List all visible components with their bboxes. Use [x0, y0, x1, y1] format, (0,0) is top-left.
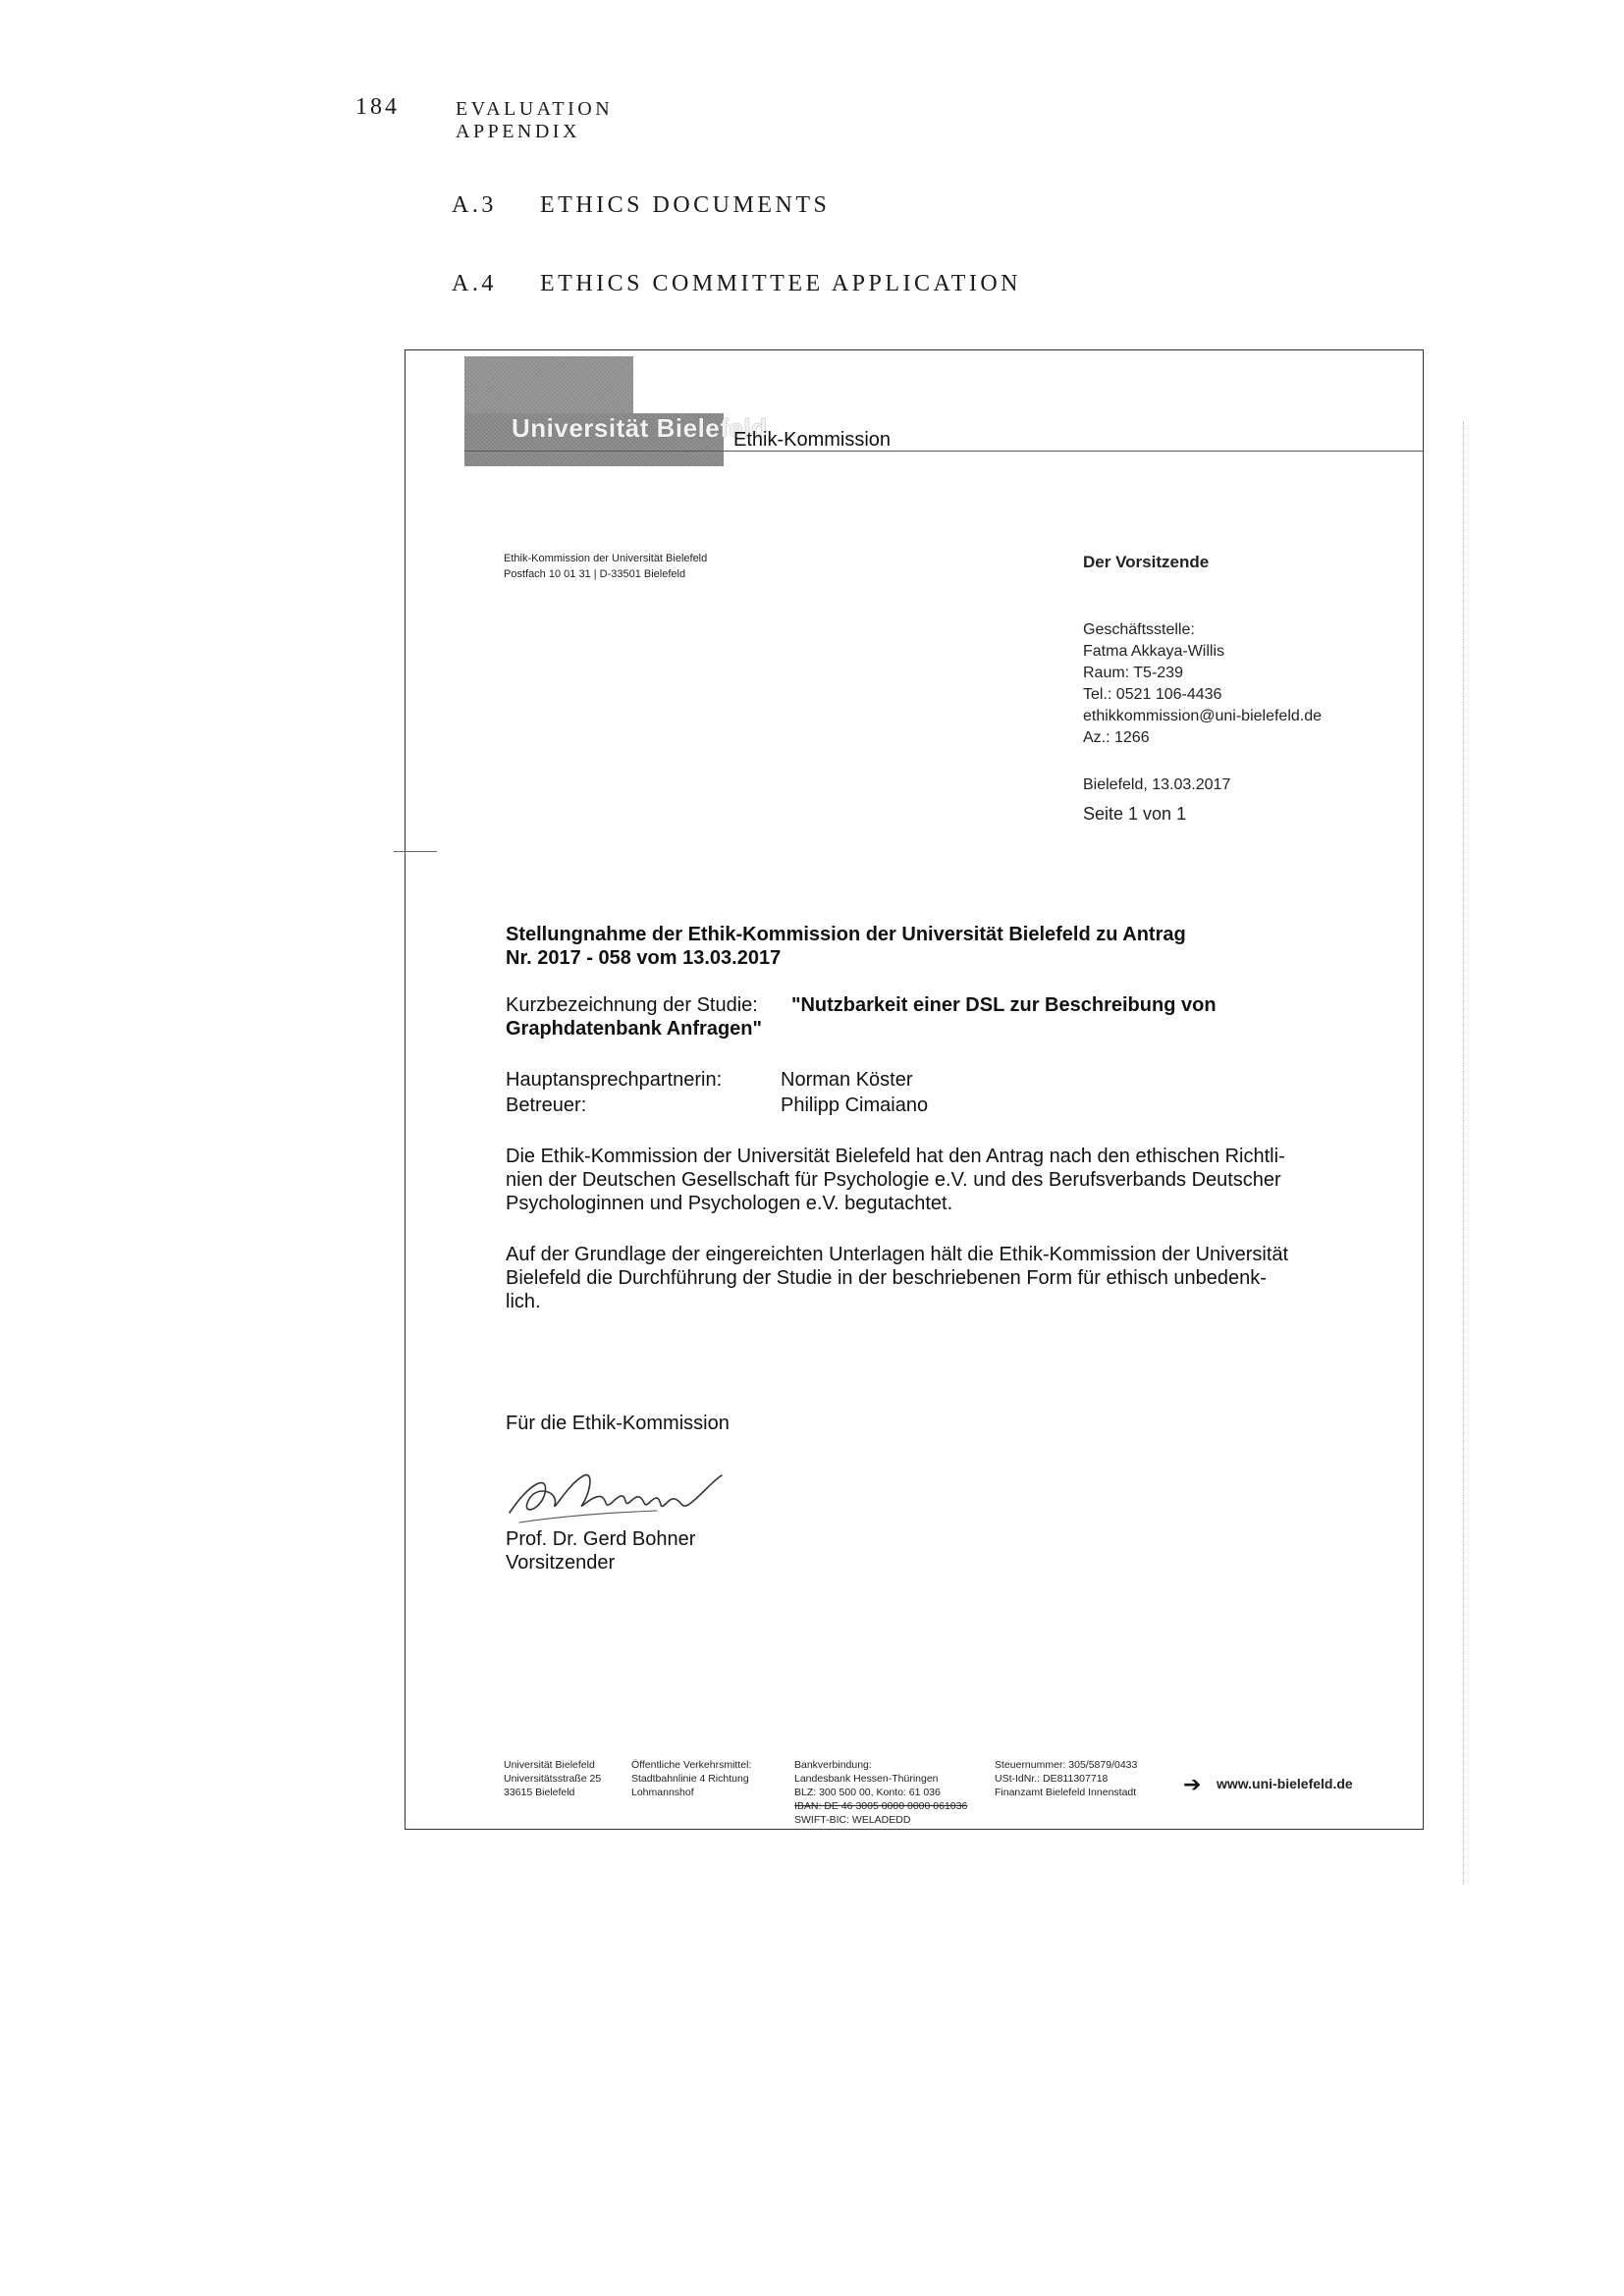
scan-edge-line — [1463, 422, 1464, 1885]
paragraph-line: Bielefeld die Durchführung der Studie in der beschriebenen Form für ethisch unbedenk- — [506, 1267, 1267, 1289]
fold-mark — [394, 851, 437, 852]
website-link: www.uni-bielefeld.de — [1217, 1776, 1353, 1791]
paragraph-line: Psychologinnen und Psychologen e.V. begutachtet. — [506, 1193, 953, 1214]
footer-bank — [794, 1758, 967, 1827]
office-name: Fatma Akkaya-Willis — [1083, 643, 1225, 660]
office-room: Raum: T5-239 — [1083, 665, 1183, 681]
sender-address-line: Ethik-Kommission der Universität Bielefeld — [504, 553, 708, 564]
footer-line: USt-IdNr.: DE811307718 — [995, 1773, 1109, 1785]
section-number: A.3 — [452, 192, 497, 218]
office-label: Geschäftsstelle: — [1083, 621, 1195, 638]
short-title-label: Kurzbezeichnung der Studie: — [506, 994, 758, 1016]
section-title: ETHICS COMMITTEE APPLICATION — [540, 271, 1022, 296]
section-heading-a3 — [452, 192, 830, 219]
footer-line: Landesbank Hessen-Thüringen — [794, 1773, 939, 1785]
short-title: "Nutzbarkeit einer DSL zur Beschreibung von — [791, 994, 1217, 1016]
section-heading-a4 — [452, 271, 1021, 297]
footer-line: Stadtbahnlinie 4 Richtung — [631, 1773, 749, 1785]
university-logo-text: Universität Bielefeld — [512, 413, 768, 443]
signer-name: Prof. Dr. Gerd Bohner — [506, 1528, 696, 1550]
paragraph-line: Die Ethik-Kommission der Universität Bielefeld hat den Antrag nach den ethischen Richtli- — [506, 1146, 1285, 1167]
closing-line: Für die Ethik-Kommission — [506, 1413, 730, 1434]
contact-value: Norman Köster — [781, 1069, 913, 1091]
committee-name: Ethik-Kommission — [733, 429, 892, 451]
footer-line: 33615 Bielefeld — [504, 1787, 575, 1798]
letter-date: Bielefeld, 13.03.2017 — [1083, 776, 1231, 793]
paragraph-line: nien der Deutschen Gesellschaft für Psychologie e.V. und des Berufsverbands Deutscher — [506, 1169, 1281, 1191]
paragraph-line: Auf der Grundlage der eingereichten Unterlagen hält die Ethik-Kommission der Universität — [506, 1244, 1289, 1265]
page-number: 184 — [355, 94, 400, 120]
supervisor-label: Betreuer: — [506, 1095, 587, 1116]
header-rule — [464, 451, 1423, 452]
footer-tax — [995, 1758, 1137, 1799]
short-title: Graphdatenbank Anfragen" — [506, 1018, 762, 1040]
footer-address — [504, 1758, 601, 1799]
section-title: ETHICS DOCUMENTS — [540, 192, 831, 218]
supervisor-value: Philipp Cimaiano — [781, 1095, 929, 1116]
footer-line: BLZ: 300 500 00, Konto: 61 036 — [794, 1787, 941, 1798]
footer-line: Finanzamt Bielefeld Innenstadt — [995, 1787, 1137, 1798]
ethics-letter-scan — [405, 349, 1424, 1830]
footer-line: Universitätsstraße 25 — [504, 1773, 602, 1785]
running-title: EVALUATION APPENDIX — [456, 98, 614, 142]
footer-line: Universität Bielefeld — [504, 1759, 595, 1771]
footer-transport — [631, 1758, 751, 1799]
subject-line: Stellungnahme der Ethik-Kommission der Universität Bielefeld zu Antrag — [506, 924, 1186, 945]
footer-line: Bankverbindung: — [794, 1759, 872, 1771]
arrow-right-icon: ➔ — [1183, 1772, 1202, 1796]
chair-title: Der Vorsitzende — [1083, 553, 1210, 571]
page-info: Seite 1 von 1 — [1083, 804, 1187, 824]
office-reference: Az.: 1266 — [1083, 729, 1150, 746]
footer-line: Lohmannshof — [631, 1787, 694, 1798]
signature — [500, 1454, 765, 1532]
office-phone: Tel.: 0521 106-4436 — [1083, 686, 1222, 703]
footer-line: SWIFT-BIC: WELADEDD — [794, 1814, 911, 1826]
section-number: A.4 — [452, 271, 497, 296]
subject-line: Nr. 2017 - 058 vom 13.03.2017 — [506, 947, 782, 969]
office-email: ethikkommission@uni-bielefeld.de — [1083, 708, 1323, 724]
sender-address-line: Postfach 10 01 31 | D-33501 Bielefeld — [504, 568, 686, 580]
contact-label: Hauptansprechpartnerin: — [506, 1069, 723, 1091]
paragraph-line: lich. — [506, 1291, 541, 1312]
footer-line: Steuernummer: 305/5879/0433 — [995, 1759, 1138, 1771]
footer-line: Öffentliche Verkehrsmittel: — [631, 1759, 752, 1771]
footer-line: IBAN: DE 46 3005 0000 0000 061036 — [794, 1800, 968, 1812]
signer-role: Vorsitzender — [506, 1552, 616, 1574]
